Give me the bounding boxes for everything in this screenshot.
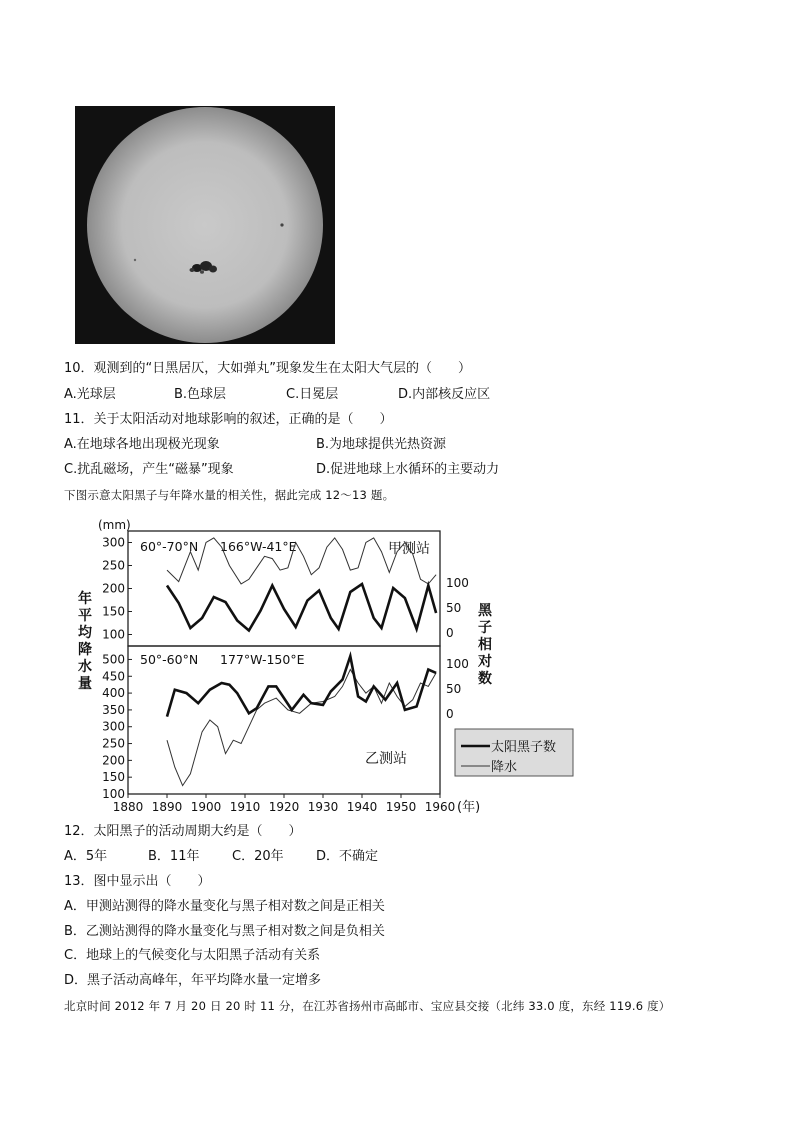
option-d: D．不确定 — [316, 849, 379, 864]
option-b: B．乙测站测得的降水量变化与黑子相对数之间是负相关 — [64, 924, 385, 939]
x-tick-label: 1920 — [268, 800, 300, 814]
y-tick-label: 200 — [102, 581, 125, 596]
axis-label-char: 年 — [78, 591, 92, 607]
y-tick-label: 100 — [102, 787, 125, 801]
x-tick-label: 1900 — [190, 800, 222, 814]
y-tick-label: 350 — [102, 702, 125, 717]
option-b: B.为地球提供光热资源 — [316, 437, 447, 452]
footer-text: 北京时间 2012 年 7 月 20 日 20 时 11 分，在江苏省扬州市高邮市、宝应县交接（北纬 33.0 度，东经 119.6 度） — [64, 999, 671, 1013]
left-axis-label — [78, 590, 93, 692]
y-tick-label: 250 — [102, 736, 125, 751]
option-c: C.日冕层 — [286, 387, 339, 402]
question-13-stem: 13．图中显示出（ ） — [64, 874, 211, 889]
series-sunspots-top — [167, 584, 436, 631]
axis-label-char: 相 — [478, 637, 492, 653]
y-tick-label: 400 — [102, 686, 125, 701]
right-tick-label: 50 — [446, 682, 462, 696]
y-tick-label: 500 — [102, 652, 125, 667]
panel-bottom-lon: 177°W-150°E — [220, 652, 305, 667]
question-10-options — [64, 386, 764, 404]
panel-bottom-lat: 50°-60°N — [140, 652, 199, 667]
x-tick-label: 1950 — [385, 800, 417, 814]
right-axis-label — [477, 603, 493, 687]
panel-bottom-station: 乙测站 — [365, 751, 407, 767]
y-tick-label: 250 — [102, 558, 125, 573]
bottom-right-ticks — [446, 657, 469, 721]
x-tick-label: 1890 — [151, 800, 183, 814]
y-tick-label: 150 — [102, 604, 125, 619]
axis-label-char: 黑 — [478, 603, 492, 619]
panel-top-lon: 166°W-41°E — [220, 539, 297, 554]
right-tick-label: 100 — [446, 657, 469, 671]
question-11-stem: 11．关于太阳活动对地球影响的叙述，正确的是（ ） — [64, 412, 393, 427]
option-a: A.在地球各地出现极光现象 — [64, 437, 220, 452]
intro-12-13: 下图示意太阳黑子与年降水量的相关性，据此完成 12～13 题。 — [64, 488, 395, 502]
question-12-stem: 12．太阳黑子的活动周期大约是（ ） — [64, 824, 302, 839]
axis-label-char: 水 — [78, 659, 92, 675]
x-axis-ticks — [113, 794, 456, 814]
option-c: C．地球上的气候变化与太阳黑子活动有关系 — [64, 948, 321, 963]
right-tick-label: 0 — [446, 707, 454, 721]
question-11-options-row2 — [64, 461, 764, 479]
option-c: C．20年 — [232, 849, 284, 864]
question-12-options — [64, 848, 764, 866]
option-b: B.色球层 — [174, 387, 227, 402]
unit-label: (mm) — [98, 518, 131, 532]
sunspot-precipitation-chart — [70, 515, 590, 815]
legend-sunspots: 太阳黑子数 — [491, 740, 557, 755]
svg-text:年平均降水量 — [78, 590, 93, 692]
y-tick-label: 450 — [102, 669, 125, 684]
sun-photograph — [75, 106, 335, 344]
option-b: B．11年 — [148, 849, 200, 864]
axis-label-char: 数 — [478, 671, 492, 687]
right-tick-label: 50 — [446, 601, 462, 615]
y-tick-label: 300 — [102, 719, 125, 734]
axis-label-char: 子 — [478, 620, 492, 636]
legend-precip: 降水 — [491, 760, 518, 775]
right-tick-label: 0 — [446, 626, 454, 640]
option-a: A．5年 — [64, 849, 108, 864]
option-c: C.扰乱磁场，产生“磁暴”现象 — [64, 462, 234, 477]
small-sunspot — [280, 223, 283, 226]
option-a: A.光球层 — [64, 387, 116, 402]
solar-disk — [87, 107, 323, 343]
x-tick-label: 1930 — [307, 800, 339, 814]
axis-label-char: 降 — [78, 642, 92, 658]
x-unit-label: (年) — [457, 800, 481, 815]
question-10-stem: 10．观测到的“日黑居仄，大如弹丸”现象发生在太阳大气层的（ ） — [64, 361, 472, 376]
x-tick-label: 1880 — [112, 800, 144, 814]
y-tick-label: 100 — [102, 627, 125, 642]
right-tick-label: 100 — [446, 576, 469, 590]
panel-frame-bottom — [128, 646, 440, 794]
y-tick-label: 150 — [102, 770, 125, 785]
x-tick-label: 1940 — [346, 800, 378, 814]
axis-label-char: 均 — [78, 625, 92, 641]
option-a: A．甲测站测得的降水量变化与黑子相对数之间是正相关 — [64, 899, 385, 914]
question-11-options-row1 — [64, 436, 764, 454]
axis-label-char: 平 — [78, 608, 92, 624]
y-tick-label: 200 — [102, 753, 125, 768]
svg-text:黑子相对数 — [477, 603, 493, 687]
panel-top-lat: 60°-70°N — [140, 539, 199, 554]
axis-label-char: 对 — [478, 654, 492, 670]
y-tick-label: 300 — [102, 535, 125, 550]
top-right-ticks — [446, 576, 469, 640]
option-d: D．黑子活动高峰年，年平均降水量一定增多 — [64, 973, 322, 988]
option-d: D.内部核反应区 — [398, 387, 491, 402]
x-tick-label: 1960 — [424, 800, 456, 814]
x-tick-label: 1910 — [229, 800, 261, 814]
axis-label-char: 量 — [78, 676, 92, 692]
panel-top-station: 甲测站 — [388, 541, 430, 557]
legend — [455, 729, 573, 776]
small-sunspot — [134, 259, 136, 261]
option-d: D.促进地球上水循环的主要动力 — [316, 462, 500, 477]
